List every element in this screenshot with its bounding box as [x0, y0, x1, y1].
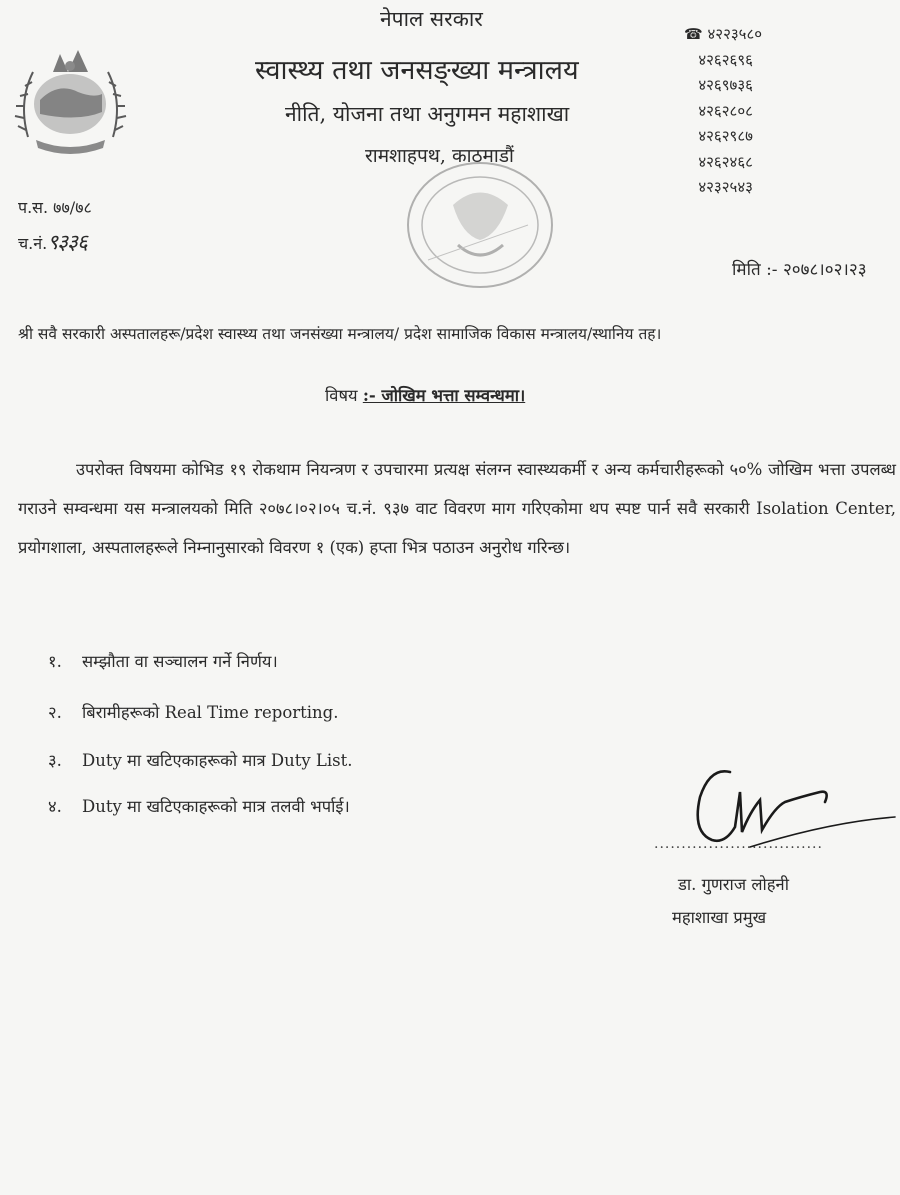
list-text: Duty मा खटिएकाहरूको मात्र तलवी भर्पाई।	[82, 797, 350, 816]
header-division: नीति, योजना तथा अनुगमन महाशाखा	[285, 102, 570, 126]
phone-row	[684, 150, 762, 176]
list-number: १.	[48, 652, 62, 671]
signer-title: महाशाखा प्रमुख	[672, 908, 767, 927]
list-item	[48, 794, 350, 817]
phone-row	[684, 99, 762, 125]
phone-number: ४२२३५८०	[707, 25, 763, 43]
phone-row	[684, 73, 762, 99]
subject-line	[325, 383, 525, 406]
phone-row	[684, 48, 762, 74]
phone-number: ४२६२९८७	[698, 127, 753, 145]
subject-text: :- जोखिम भत्ता सम्वन्धमा।	[362, 386, 526, 405]
office-stamp	[398, 150, 563, 300]
list-text: Duty मा खटिएकाहरूको मात्र Duty List.	[82, 751, 353, 770]
list-number: २.	[48, 703, 62, 722]
list-number: ३.	[48, 751, 62, 770]
body-text: उपरोक्त विषयमा कोभिड १९ रोकथाम नियन्त्रण र उपचारमा प्रत्यक्ष संलग्न स्वास्थ्यकर्मी र अन्य कर्मचारीहरूको ५०% जोखिम भत्ता उपलब्ध गराउने सम्वन्धमा यस मन्त्रालयको मिति २०७८।०२।०५ च.नं. ९३७ वाट विवरण माग गरिएकोमा थप स्पष्ट पार्न सवै सरकारी Isolation Center, प्रयोगशाला, अस्पतालहरूले निम्नानुसारको विवरण १ (एक) हप्ता भित्र पठाउन अनुरोध गरिन्छ।	[18, 460, 896, 557]
signer-name: डा. गुणराज लोहनी	[678, 875, 789, 894]
phone-icon: ☎	[684, 25, 703, 43]
letter-date: मिति :- २०७८।०२।२३	[732, 260, 867, 280]
header-ministry: स्वास्थ्य तथा जनसङ्ख्या मन्त्रालय	[255, 55, 579, 86]
header-address: रामशाहपथ, काठमाडौं	[365, 145, 514, 167]
body-paragraph	[18, 450, 896, 567]
list-text: बिरामीहरूको Real Time reporting.	[82, 703, 339, 722]
addressee: श्री सवै सरकारी अस्पतालहरू/प्रदेश स्वास्थ्य तथा जनसंख्या मन्त्रालय/ प्रदेश सामाजिक विकास मन्त्रालय/स्थानिय तह।	[18, 325, 662, 343]
chalani-label: च.नं.	[18, 234, 48, 253]
phone-number: ४२६९७३६	[698, 76, 753, 94]
list-number: ४.	[48, 797, 62, 816]
list-item	[48, 748, 353, 771]
subject-label: विषय	[325, 386, 358, 405]
phone-number: ४२६२६९६	[698, 50, 753, 69]
phone-number: ४२३२५४३	[698, 178, 753, 196]
phone-number: ४२६२८०८	[698, 101, 753, 120]
list-text: सम्झौता वा सञ्चालन गर्ने निर्णय।	[82, 652, 278, 671]
list-item	[48, 649, 278, 672]
phone-list	[684, 22, 762, 201]
chalani-line	[18, 228, 87, 256]
patra-sankhya: प.स. ७७/७८	[18, 198, 92, 217]
signature-line: ...............................	[654, 836, 823, 852]
list-item	[48, 700, 339, 723]
phone-number: ४२६२४६८	[698, 152, 753, 171]
phone-row	[684, 124, 762, 150]
phone-row	[684, 22, 762, 48]
chalani-number: ९३३६	[47, 230, 87, 254]
phone-row	[684, 175, 762, 201]
nepal-emblem-icon	[8, 42, 133, 160]
header-government: नेपाल सरकार	[380, 7, 483, 31]
